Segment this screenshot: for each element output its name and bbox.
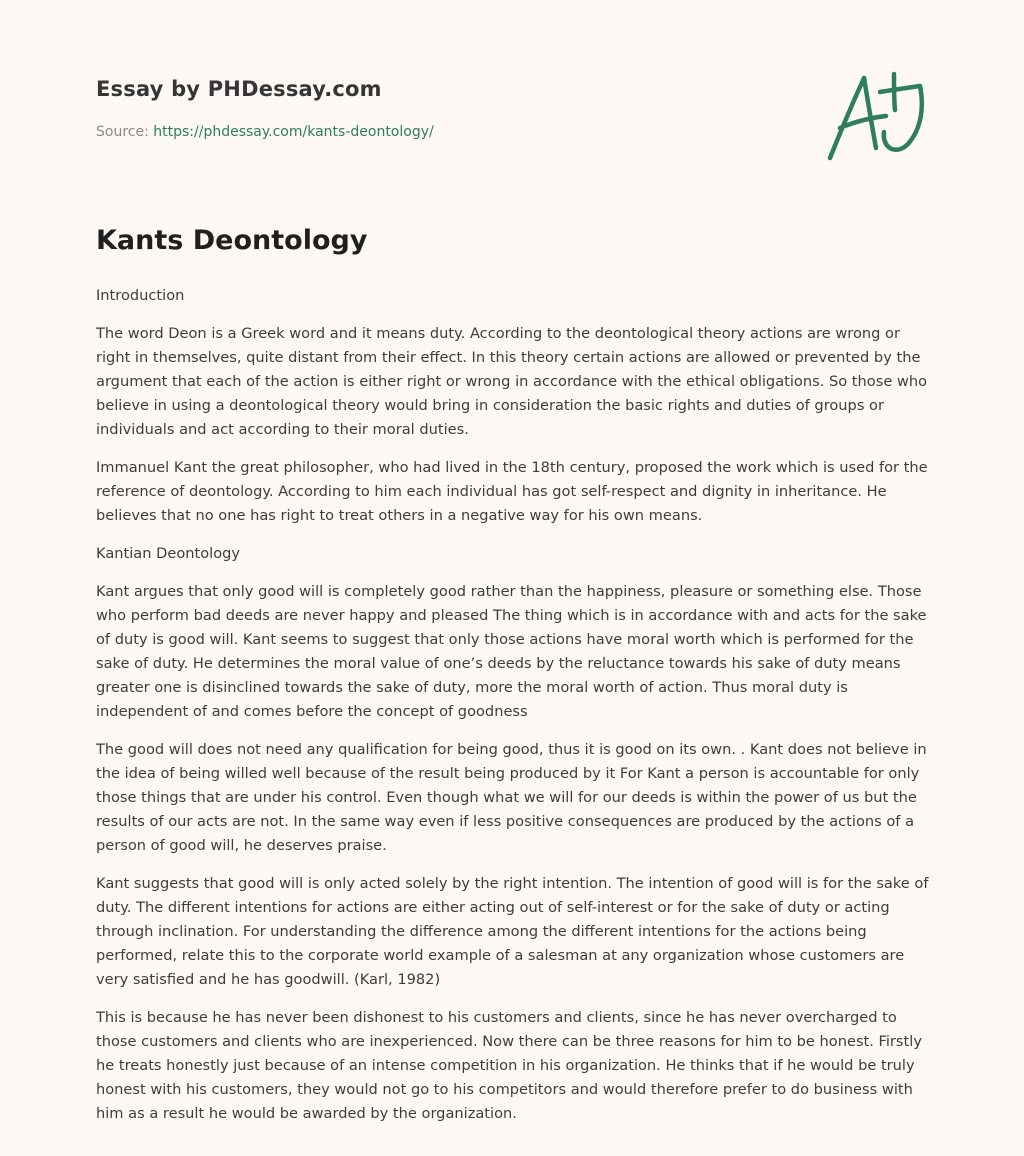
section-heading-kantian-deontology: Kantian Deontology	[96, 545, 241, 562]
paragraph: This is because he has never been dishonest to his customers and clients, since he has never overcharged to those customers and clients who are inexperienced. Now there can be three reasons for him to be honest. Firstly he treats honestly just because of an intense competition in his organization. He thinks that if he would be truly honest with his customers, they would not go to his competitors and would therefore prefer to do business with him as a result he would be awarded by the organization.	[96, 1009, 922, 1122]
a-plus-logo-icon	[820, 66, 930, 166]
source-label: Source:	[96, 124, 149, 140]
site-title: Essay by PHDessay.com	[96, 77, 382, 101]
paragraph: Kant suggests that good will is only acted solely by the right intention. The intention of good will is for the sake of duty. The different intentions for actions are either acting out of self-interest or for the sake of duty or acting through inclination. For understanding the difference among the different intentions for the actions being performed, relate this to the corporate world example of a salesman at any organization whose customers are very satisfied and he has goodwill. (Karl, 1982)	[96, 875, 929, 988]
source-link[interactable]: https://phdessay.com/kants-deontology/	[153, 124, 434, 140]
essay-title: Kants Deontology	[96, 225, 368, 256]
essay-body	[96, 284, 932, 1140]
paragraph: The good will does not need any qualification for being good, thus it is good on its own. . Kant does not believe in the idea of being willed well because of the result being produced by it For Kant a person is accountable for only those things that are under his control. Even though what we will for our deeds is within the power of us but the results of our acts are not. In the same way even if less positive consequences are produced by the actions of a person of good will, he deserves praise.	[96, 741, 927, 854]
section-heading-introduction: Introduction	[96, 287, 185, 304]
paragraph: The word Deon is a Greek word and it means duty. According to the deontological theory actions are wrong or right in themselves, quite distant from their effect. In this theory certain actions are allowed or prevented by the argument that each of the action is either right or wrong in accordance with the ethical obligations. So those who believe in using a deontological theory would bring in consideration the basic rights and duties of groups or individuals and act according to their moral duties.	[96, 325, 928, 438]
paragraph: Kant argues that only good will is completely good rather than the happiness, pleasure or something else. Those who perform bad deeds are never happy and pleased The thing which is in accordance with and acts for the sake of duty is good will. Kant seems to suggest that only those actions have moral worth which is performed for the sake of duty. He determines the moral value of one’s deeds by the reluctance towards his sake of duty means greater one is disinclined towards the sake of duty, more the moral worth of action. Thus moral duty is independent of and comes before the concept of goodness	[96, 583, 927, 720]
source-line	[96, 124, 434, 140]
paragraph: Immanuel Kant the great philosopher, who had lived in the 18th century, proposed the work which is used for the reference of deontology. According to him each individual has got self-respect and dignity in inheritance. He believes that no one has right to treat others in a negative way for his own means.	[96, 459, 928, 524]
